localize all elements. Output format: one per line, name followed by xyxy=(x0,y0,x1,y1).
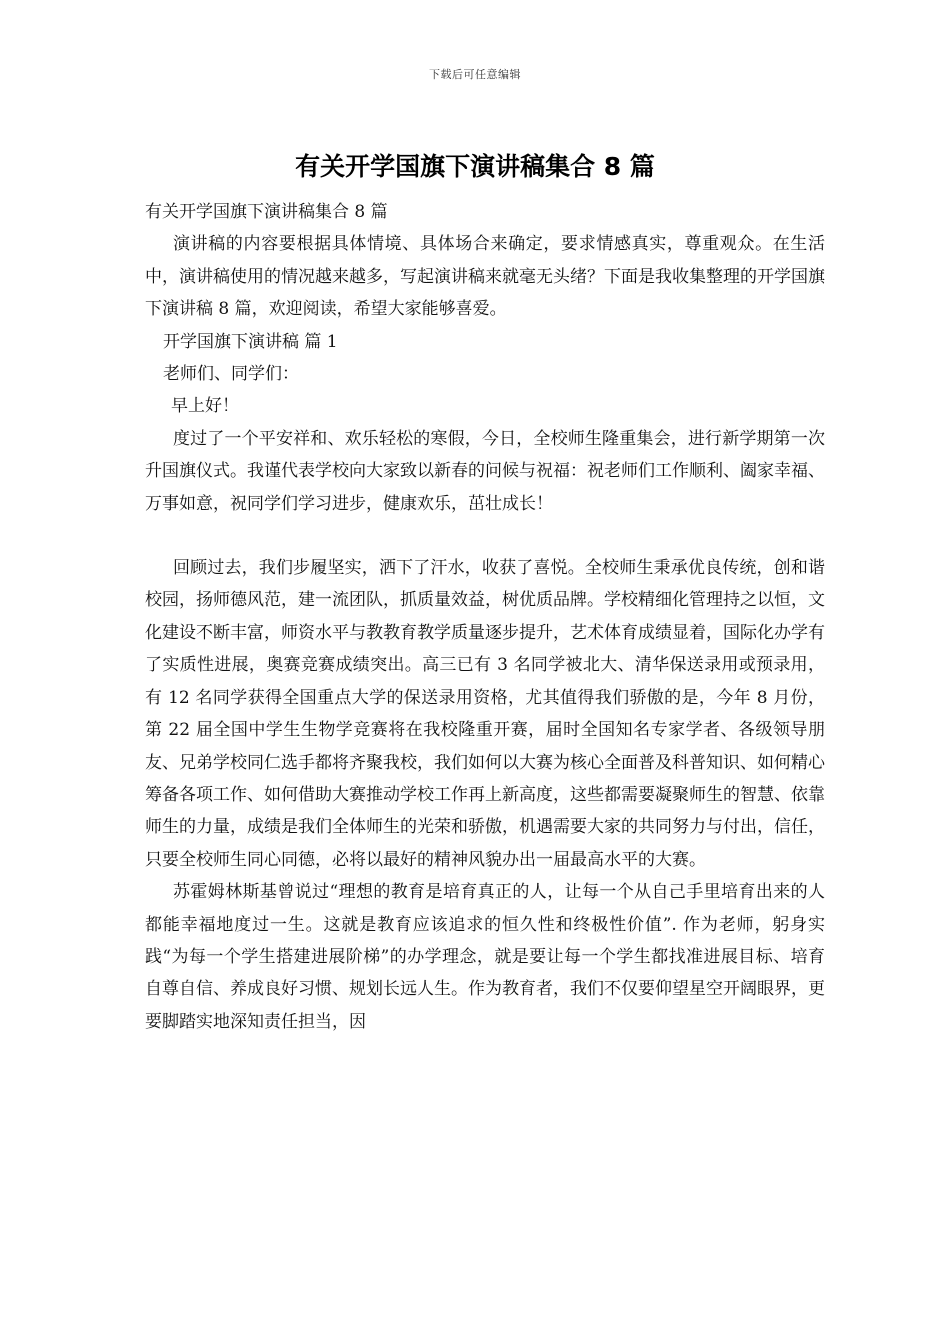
speech-greeting: 老师们、同学们： xyxy=(163,364,299,385)
document-subtitle: 有关开学国旗下演讲稿集合 8 篇 xyxy=(145,202,388,222)
speech-paragraph: 苏霍姆林斯基曾说过“理想的教育是培育真正的人，让每一个从自己手里培育出来的人都能幸福地度过一生。这就是教育应该追求的恒久性和终极性价值”. 作为老师，躬身实践“为每一个学生搭建进展阶梯”的办学理念，就是要让每一个学生都找准进展目标、培育自尊自信、养成良好习惯、规划长远人生。作为教育者，我们不仅要仰望星空开阔眼界，更要脚踏实地深知责任担当，因 xyxy=(145,882,825,1032)
paragraph-spacer xyxy=(145,520,825,552)
intro-paragraph: 演讲稿的内容要根据具体情境、具体场合来确定，要求情感真实，尊重观众。在生活中，演讲稿使用的情况越来越多，写起演讲稿来就毫无头绪？下面是我收集整理的开学国旗下演讲稿 8 篇，欢迎阅读，希望大家能够喜爱。 xyxy=(145,234,825,320)
speech-paragraph: 度过了一个平安祥和、欢乐轻松的寒假，今日，全校师生隆重集会，进行新学期第一次升国旗仪式。我谨代表学校向大家致以新春的问候与祝福：祝老师们工作顺利、阖家幸福、万事如意，祝同学们学习进步，健康欢乐，茁壮成长！ xyxy=(145,428,825,514)
document-body xyxy=(145,196,825,1038)
header-note: 下载后可任意编辑 xyxy=(429,68,521,81)
document-title: 有关开学国旗下演讲稿集合 8 篇 xyxy=(295,152,655,181)
speech-paragraph: 回顾过去，我们步履坚实，洒下了汗水，收获了喜悦。全校师生秉承优良传统，创和谐校园，扬师德风范，建一流团队，抓质量效益，树优质品牌。学校精细化管理持之以恒，文化建设不断丰富，师资水平与教教育教学质量逐步提升，艺术体育成绩显着，国际化办学有了实质性进展，奥赛竞赛成绩突出。高三已有 3 名同学被北大、清华保送录用或预录用，有 12 名同学获得全国重点大学的保送录用资格，尤其值得我们骄傲的是，今年 8 月份，第 22 届全国中学生生物学竞赛将在我校隆重开赛，届时全国知名专家学者、各级领导朋友、兄弟学校同仁选手都将齐聚我校，我们如何以大赛为核心全面普及科普知识、如何精心筹备各项工作、如何借助大赛推动学校工作再上新高度，这些都需要凝聚师生的智慧、依靠师生的力量，成绩是我们全体师生的光荣和骄傲，机遇需要大家的共同努力与付出，信任，只要全校师生同心同德，必将以最好的精神风貌办出一届最高水平的大赛。 xyxy=(145,558,825,870)
speech-morning-greeting: 早上好！ xyxy=(171,396,239,417)
section-heading: 开学国旗下演讲稿 篇 1 xyxy=(163,331,338,352)
